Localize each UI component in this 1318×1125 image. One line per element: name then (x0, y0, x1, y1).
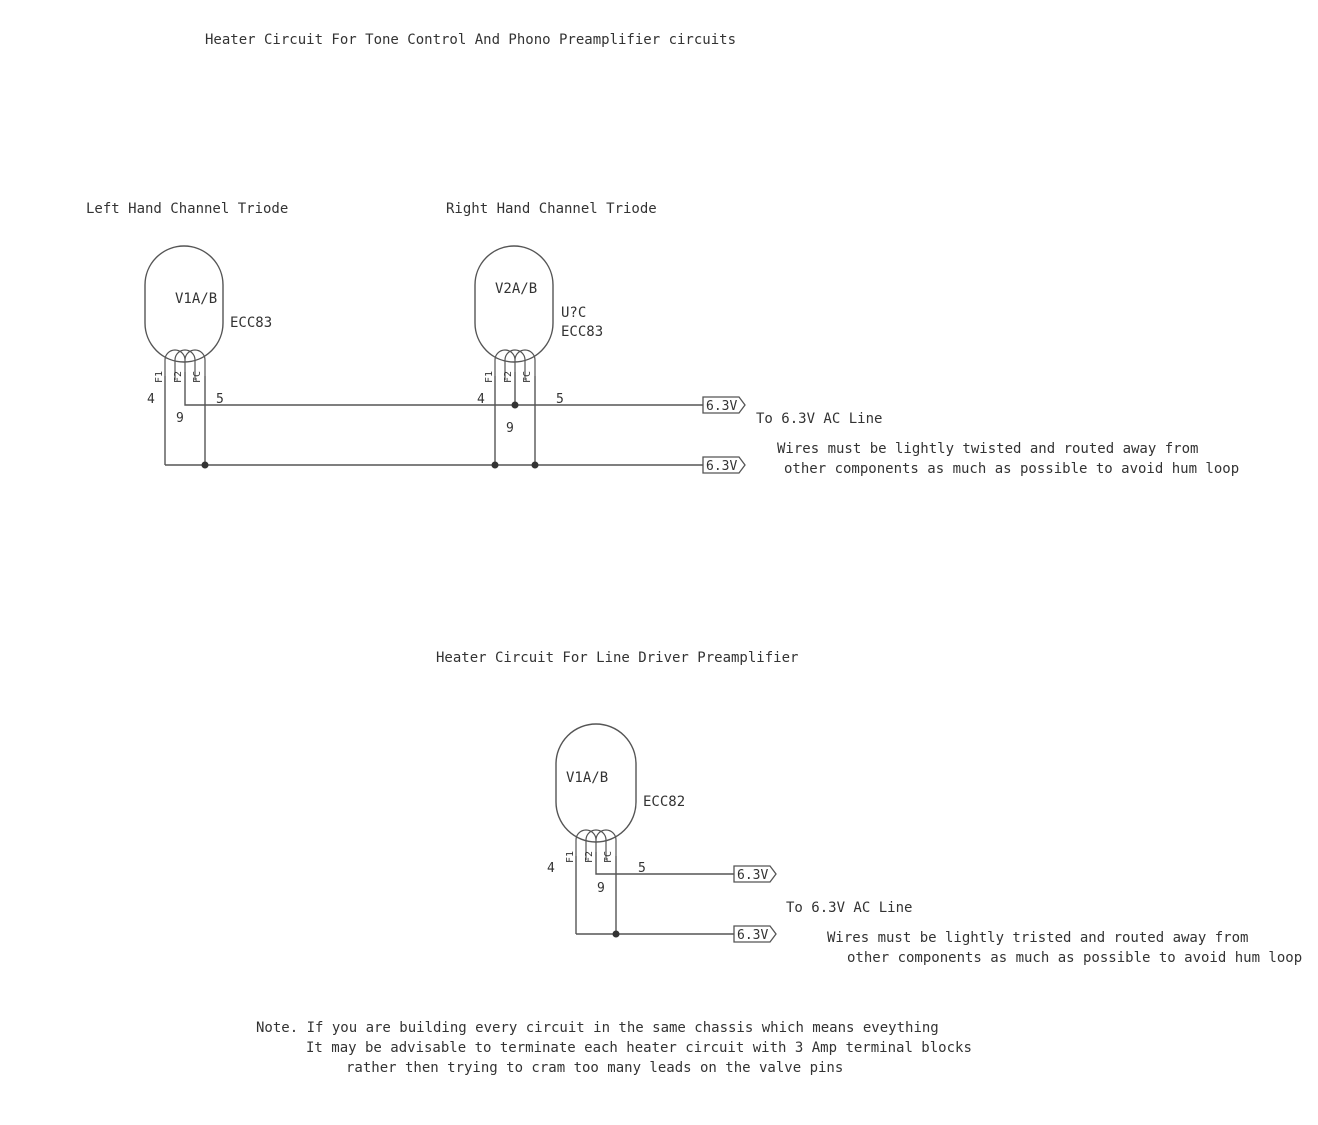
valve-v1-pin5: 5 (216, 392, 224, 407)
valve-v3-ref: V1A/B (566, 770, 609, 786)
terminal-6v3-top-2-label: 6.3V (706, 459, 738, 474)
final-note-line-1: Note. If you are building every circuit in the same chassis which means eveything (256, 1020, 939, 1036)
valve-v3-type: ECC82 (643, 794, 686, 810)
valve-v2 (475, 246, 603, 436)
bottom-wire-note-1: Wires must be lightly tristed and routed away from (827, 930, 1249, 946)
valve-v3-pin-fc: FC (603, 850, 614, 863)
valve-v1-pin4: 4 (147, 392, 155, 407)
junction-dot (532, 462, 539, 469)
valve-v2-pin4: 4 (477, 392, 485, 407)
junction-dot (202, 462, 209, 469)
valve-v3-pin-f2: F2 (584, 850, 595, 863)
bottom-wiring (576, 852, 776, 943)
top-title: Heater Circuit For Tone Control And Phono Preamplifier circuits (205, 32, 737, 48)
valve-v1-pin-f2: F2 (173, 370, 184, 383)
top-wire-note-1: Wires must be lightly twisted and routed away from (777, 441, 1199, 457)
valve-v3-pin-f1: F1 (565, 850, 576, 863)
valve-v2-pin-f2: F2 (503, 370, 514, 383)
top-wiring (165, 372, 745, 474)
valve-v1 (145, 246, 272, 426)
terminal-6v3-top-1-label: 6.3V (706, 399, 738, 414)
valve-v1-pin9: 9 (176, 411, 184, 426)
valve-v3-pin9: 9 (597, 881, 605, 896)
junction-dot (613, 931, 620, 938)
top-wire-note-2: other components as much as possible to avoid hum loop (784, 461, 1240, 477)
junction-dot (492, 462, 499, 469)
left-channel-label: Left Hand Channel Triode (86, 201, 289, 217)
terminal-6v3-bottom-1-label: 6.3V (737, 868, 769, 883)
right-channel-label: Right Hand Channel Triode (446, 201, 657, 217)
valve-v3-pin4: 4 (547, 861, 555, 876)
bottom-title: Heater Circuit For Line Driver Preamplifier (436, 650, 799, 666)
valve-v2-pin9: 9 (506, 421, 514, 436)
bottom-wire-note-2: other components as much as possible to avoid hum loop (847, 950, 1303, 966)
terminal-6v3-bottom-2-label: 6.3V (737, 928, 769, 943)
valve-v2-envelope (475, 246, 553, 362)
valve-v2-pin-f1: F1 (484, 370, 495, 383)
junction-dot (512, 402, 519, 409)
valve-v1-pin-fc: FC (192, 370, 203, 383)
valve-v3-pin5: 5 (638, 861, 646, 876)
top-ac-note: To 6.3V AC Line (756, 411, 883, 427)
valve-v2-type: ECC83 (561, 324, 604, 340)
final-note-line-3: rather then trying to cram too many leads on the valve pins (346, 1060, 844, 1076)
valve-v2-part: U?C (561, 305, 587, 321)
valve-v2-pin-fc: FC (522, 370, 533, 383)
valve-v1-pin-f1: F1 (154, 370, 165, 383)
final-note-line-2: It may be advisable to terminate each heater circuit with 3 Amp terminal blocks (306, 1040, 972, 1056)
wire-v1-pin5 (185, 372, 515, 405)
valve-v1-type: ECC83 (230, 315, 273, 331)
valve-v2-ref: V2A/B (495, 281, 538, 297)
valve-v1-ref: V1A/B (175, 291, 218, 307)
bottom-ac-note: To 6.3V AC Line (786, 900, 913, 916)
valve-v2-pin5: 5 (556, 392, 564, 407)
